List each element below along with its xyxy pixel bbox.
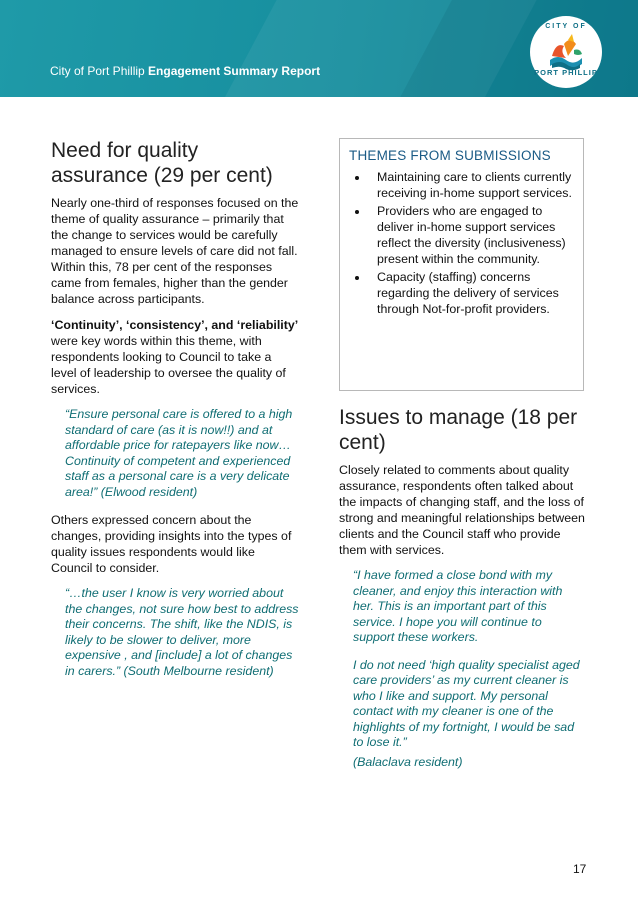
header-banner bbox=[0, 0, 638, 97]
paragraph: Others expressed concern about the changes, providing insights into the types of quality issues respondents would like Council to consider. bbox=[51, 513, 292, 575]
themes-box bbox=[339, 138, 584, 391]
report-header-title bbox=[50, 64, 320, 78]
page-number: 17 bbox=[573, 862, 587, 876]
section-heading-issues-to-manage: Issues to manage (18 per cent) bbox=[339, 406, 578, 454]
quote-elwood: “Ensure personal care is offered to a high standard of care (as it is now!!) and at affordable price for ratepayers like now… Continuity of competent and experienced staff as a personal care is a very delicate area!” (Elwood resident) bbox=[65, 407, 293, 499]
quote-attribution: (Balaclava resident) bbox=[353, 754, 463, 769]
themes-title: THEMES FROM SUBMISSIONS bbox=[349, 148, 551, 163]
themes-list-item: • Capacity (staffing) concerns regarding the delivery of services through Not-for-profit providers. bbox=[369, 269, 574, 317]
quote-south-melbourne: “…the user I know is very worried about the changes, not sure how best to address their concerns. The shift, like the NDIS, is likely to be slower to deliver, more expensive , and [include] a lot of changes in carers.” (South Melbourne resident) bbox=[65, 586, 299, 678]
right-column bbox=[339, 138, 586, 782]
themes-list-item: • Providers who are engaged to deliver in-home support services reflect the diversity (inclusiveness) present within the community. bbox=[369, 203, 574, 267]
quote-balaclava-part2: I do not need ‘high quality specialist aged care providers’ as my current cleaner is who I like and support. My personal contact with my cleaner is one of the highlights of my fortnight, I would be sad to lose it.” bbox=[353, 657, 580, 749]
paragraph-key-words bbox=[51, 317, 299, 397]
paragraph: Nearly one-third of responses focused on the theme of quality assurance – primarily that the change to services would be carefully managed to ensure levels of care did not fall. Within this, 78 per cent of the responses came from females, higher than the gender balance across participants. bbox=[51, 196, 299, 306]
key-words-rest: were key words within this theme, with respondents looking to Council to take a level of leadership to oversee the quality of services. bbox=[51, 334, 286, 396]
quote-balaclava-part1: “I have formed a close bond with my cleaner, and enjoy this interaction with her. This is an important part of this service. I hope you will continue to support these workers. bbox=[353, 568, 563, 644]
logo-text-bottom: PORT PHILLIP bbox=[534, 68, 598, 77]
logo-text-top: CITY OF bbox=[545, 23, 587, 30]
org-name: City of Port Phillip bbox=[50, 64, 145, 78]
section-heading-quality-assurance: Need for quality assurance (29 per cent) bbox=[51, 139, 273, 187]
themes-list bbox=[349, 169, 574, 317]
report-title: Engagement Summary Report bbox=[148, 64, 321, 78]
themes-list-item: • Maintaining care to clients currently receiving in-home support services. bbox=[369, 169, 574, 201]
left-column bbox=[51, 138, 299, 691]
key-words-bold: ‘Continuity’, ‘consistency’, and ‘reliability’ bbox=[51, 318, 299, 332]
city-logo bbox=[530, 16, 602, 88]
paragraph: Closely related to comments about quality assurance, respondents often talked about the impacts of changing staff, and the loss of strong and meaningful relationships between clients and the Council staff who provide them with services. bbox=[339, 463, 585, 557]
